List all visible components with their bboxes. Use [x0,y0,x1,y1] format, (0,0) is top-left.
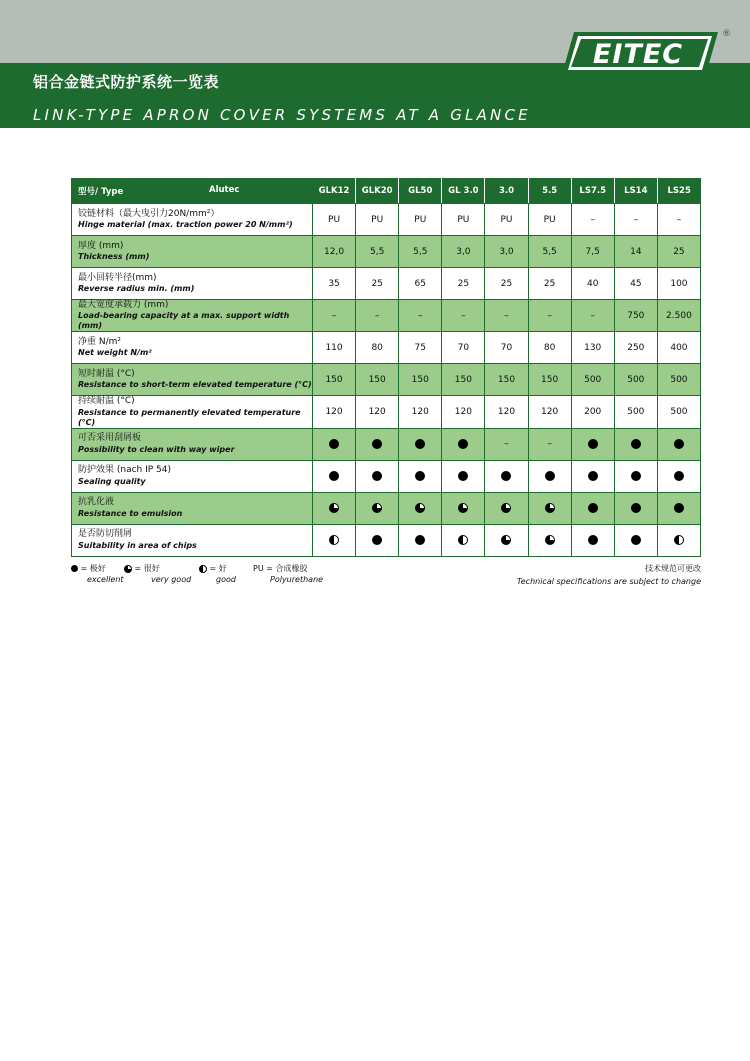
table-cell [356,332,399,364]
series-label: Alutec [209,185,240,195]
table-cell [614,364,657,396]
cell-value: PU [414,214,427,225]
table-cell [657,492,700,524]
table-cell [356,236,399,268]
cell-value: 40 [586,278,599,289]
cell-value: 70 [457,342,470,353]
rating-excellent-icon [458,439,468,449]
table-cell [313,460,356,492]
table-cell [614,300,657,332]
cell-value: 25 [543,278,556,289]
type-header [72,179,313,204]
table-cell [399,364,442,396]
cell-value: 150 [325,374,343,385]
table-cell [356,428,399,460]
cell-value: 80 [371,342,383,353]
cell-value: – [504,310,509,321]
table-cell [528,268,571,300]
table-row [72,268,701,300]
cell-value: 500 [627,406,645,417]
row-label-en: Possibility to clean with way wiper [78,444,235,454]
rating-excellent-icon [588,471,598,481]
cell-value: 5,5 [413,246,428,257]
table-row [72,524,701,556]
svg-text:EITEC: EITEC [592,39,684,70]
column-header: GL 3.0 [442,179,485,204]
row-label-en: Load-bearing capacity at a max. support width (mm) [78,311,290,331]
table-cell [356,396,399,428]
cell-value: 130 [584,342,602,353]
table-cell [399,268,442,300]
rating-excellent-icon [674,439,684,449]
rating-very-good-icon [545,503,555,513]
rating-very-good-icon [501,503,511,513]
table-cell [571,396,614,428]
table-cell [657,332,700,364]
row-label-cn: 铰链材料（最大曳引力20N/mm²） [78,208,220,219]
column-header: GLK20 [356,179,399,204]
row-label-cn: 最小回转半径(mm) [78,272,157,283]
rating-excellent-icon [415,535,425,545]
cell-value: 2.500 [666,310,692,321]
cell-value: PU [543,214,556,225]
table-cell [313,332,356,364]
table-cell [657,428,700,460]
table-cell [571,364,614,396]
table-cell [657,204,700,236]
column-header: 5.5 [528,179,571,204]
row-label [72,460,313,492]
page-title-en: LINK-TYPE APRON COVER SYSTEMS AT A GLANCE [33,106,531,124]
cell-value: – [331,310,337,321]
rating-good-icon [458,535,468,545]
table-cell [528,236,571,268]
cell-value: 120 [325,406,343,417]
cell-value: 25 [371,278,383,289]
table-row [72,204,701,236]
table-cell [485,492,528,524]
row-label [72,492,313,524]
cell-value: 500 [584,374,602,385]
cell-value: 25 [673,246,685,257]
table-cell [485,300,528,332]
cell-value: 25 [457,278,470,289]
spec-change-note-cn: 技术规范可更改 [645,564,701,573]
cell-value: 150 [411,374,429,385]
row-label [72,204,313,236]
column-header: GLK12 [313,179,356,204]
cell-value: 80 [543,342,556,353]
table-cell [399,332,442,364]
table-cell [399,204,442,236]
rating-excellent-icon [372,535,382,545]
table-cell [528,524,571,556]
legend-key [253,563,307,574]
table-cell [442,492,485,524]
row-label [72,364,313,396]
cell-value: 200 [584,406,602,417]
cell-value: 150 [497,374,516,385]
table-cell [399,460,442,492]
legend-item [71,563,124,584]
legend-key [71,563,106,574]
table-row [72,396,701,428]
legend-key-text: PU = 合成橡胶 [253,564,308,573]
table-row [72,460,701,492]
row-label-en: Thickness (mm) [78,252,150,262]
row-label-cn: 是否防切削屑 [78,529,133,540]
cell-value: PU [500,214,513,225]
rating-very-good-icon [124,565,132,573]
legend-key [124,563,160,574]
cell-value: 120 [368,406,386,417]
row-label-cn: 最大宽度承载力 (mm) [78,300,169,310]
spec-table [71,178,701,557]
table-cell [442,524,485,556]
rating-good-icon [329,535,339,545]
table-row [72,300,701,332]
rating-excellent-icon [329,439,339,449]
cell-value: 100 [670,278,688,289]
table-cell [313,236,356,268]
legend-label-en: very good [151,575,192,584]
row-label [72,300,313,332]
table-cell [614,428,657,460]
table-cell [442,268,485,300]
cell-value: PU [457,214,470,225]
cell-value: 500 [627,374,645,385]
table-header-row [72,179,701,204]
cell-value: 70 [500,342,513,353]
table-cell [313,300,356,332]
row-label [72,236,313,268]
table-cell [442,364,485,396]
cell-value: – [676,214,682,225]
eitec-logo [560,30,720,76]
cell-value: – [547,439,552,449]
table-cell [614,332,657,364]
table-row [72,364,701,396]
table-cell [356,524,399,556]
rating-excellent-icon [545,471,555,481]
row-label-en: Resistance to short-term elevated temperature (°C) [78,380,312,390]
table-cell [571,460,614,492]
cell-value: 120 [497,406,516,417]
table-cell [313,364,356,396]
cell-value: 65 [414,278,426,289]
legend-item [199,563,236,584]
rating-very-good-icon [458,503,468,513]
column-header: 3.0 [485,179,528,204]
table-row [72,332,701,364]
table-cell [571,204,614,236]
table-cell [571,300,614,332]
column-header: GL50 [399,179,442,204]
rating-excellent-icon [588,535,598,545]
row-label-en: Suitability in area of chips [78,540,197,550]
table-cell [356,364,399,396]
rating-excellent-icon [674,471,684,481]
table-cell [528,460,571,492]
cell-value: 3,0 [456,246,471,257]
legend-label-en: Polyurethane [270,575,324,584]
row-label-en: Hinge material (max. traction power 20 N/mm²) [78,220,293,230]
table-cell [528,300,571,332]
legend-key-text: = 好 [209,564,227,573]
rating-excellent-icon [415,471,425,481]
table-cell [485,364,528,396]
page-title-cn: 铝合金链式防护系统一览表 [33,73,220,91]
table-cell [571,268,614,300]
table-cell [313,204,356,236]
rating-excellent-icon [631,535,641,545]
rating-excellent-icon [372,439,382,449]
rating-excellent-icon [588,503,598,513]
cell-value: 150 [368,374,386,385]
cell-value: 25 [500,278,513,289]
legend-label-en: excellent [87,575,124,584]
table-cell [528,492,571,524]
cell-value: – [418,310,423,321]
rating-excellent-icon [631,439,641,449]
cell-value: 150 [454,374,472,385]
rating-excellent-icon [329,471,339,481]
table-cell [571,524,614,556]
row-label-cn: 可否采用刮屑板 [78,433,142,444]
cell-value: – [590,310,595,321]
rating-good-icon [674,535,684,545]
table-cell [571,492,614,524]
cell-value: 12,0 [324,246,345,257]
column-header: LS14 [614,179,657,204]
table-cell [657,364,700,396]
table-cell [657,396,700,428]
table-cell [485,460,528,492]
legend-key-text: = 极好 [80,564,106,573]
cell-value: – [633,214,639,225]
row-label-cn: 厚度 (mm) [78,240,124,251]
rating-very-good-icon [372,503,382,513]
rating-excellent-icon [588,439,598,449]
table-cell [313,492,356,524]
table-cell [485,332,528,364]
row-label-en: Reverse radius min. (mm) [78,284,195,294]
table-cell [399,236,442,268]
table-cell [528,332,571,364]
table-cell [399,492,442,524]
legend-item [124,563,192,584]
table-cell [356,492,399,524]
cell-value: – [547,310,552,321]
row-label-en: Sealing quality [78,476,146,486]
table-cell [614,396,657,428]
cell-value: 5,5 [542,246,557,257]
table-cell [356,268,399,300]
table-cell [313,524,356,556]
type-label: 型号/ Type [78,187,124,197]
row-label [72,524,313,556]
row-label-cn: 防护效果 (nach IP 54) [78,465,172,476]
row-label-en: Resistance to emulsion [78,508,183,518]
table-row [72,492,701,524]
rating-excellent-icon [372,471,382,481]
cell-value: – [461,310,466,321]
rating-excellent-icon [71,565,78,572]
cell-value: 35 [328,278,340,289]
cell-value: 750 [627,310,645,321]
table-row [72,428,701,460]
table-cell [313,396,356,428]
row-label-en: Net weight N/m² [78,348,152,358]
row-label-cn: 持续耐温 (°C) [78,396,135,407]
legend-item [253,563,324,584]
rating-excellent-icon [674,503,684,513]
table-cell [528,364,571,396]
table-cell [528,396,571,428]
table-cell [614,204,657,236]
table-cell [442,460,485,492]
table-cell [614,492,657,524]
rating-very-good-icon [329,503,339,513]
rating-very-good-icon [415,503,425,513]
cell-value: 5,5 [370,246,385,257]
row-label [72,268,313,300]
cell-value: 45 [630,278,642,289]
rating-excellent-icon [631,503,641,513]
table-cell [485,204,528,236]
table-cell [356,300,399,332]
rating-excellent-icon [631,471,641,481]
rating-excellent-icon [415,439,425,449]
rating-excellent-icon [501,471,511,481]
table-cell [313,268,356,300]
table-cell [442,332,485,364]
cell-value: 3,0 [499,246,514,257]
table-cell [614,268,657,300]
table-cell [442,300,485,332]
table-cell [571,236,614,268]
table-cell [399,300,442,332]
table-cell [657,268,700,300]
rating-very-good-icon [545,535,555,545]
legend-key [199,563,227,574]
table-cell [571,332,614,364]
table-cell [313,428,356,460]
row-label-cn: 净重 N/m² [78,337,122,348]
row-label [72,428,313,460]
legend-label-en: good [216,575,236,584]
cell-value: 14 [630,246,642,257]
spec-change-note-en: Technical specifications are subject to change [516,577,701,586]
cell-value: 75 [414,342,426,353]
table-cell [356,204,399,236]
cell-value: 500 [670,406,688,417]
cell-value: 150 [541,374,559,385]
cell-value: 120 [411,406,429,417]
row-label [72,332,313,364]
table-cell [571,428,614,460]
table-cell [657,460,700,492]
legend-key-text: = 很好 [134,564,160,573]
table-cell [528,204,571,236]
column-header: LS25 [657,179,700,204]
cell-value: 400 [670,342,688,353]
column-header: LS7.5 [571,179,614,204]
table-cell [442,236,485,268]
cell-value: 110 [325,342,343,353]
table-row [72,236,701,268]
table-cell [442,396,485,428]
row-label-cn: 抗乳化液 [78,497,115,508]
table-cell [657,236,700,268]
cell-value: – [590,214,595,225]
table-cell [399,396,442,428]
cell-value: 120 [454,406,472,417]
table-cell [485,428,528,460]
table-cell [657,524,700,556]
table-cell [442,428,485,460]
cell-value: 500 [670,374,688,385]
table-cell [399,428,442,460]
row-label [72,396,313,428]
table-cell [614,460,657,492]
registered-mark: ® [722,29,731,39]
table-cell [485,524,528,556]
table-cell [485,396,528,428]
table-cell [614,524,657,556]
cell-value: 7,5 [585,246,600,257]
table-cell [442,204,485,236]
rating-good-icon [199,565,207,573]
table-cell [657,300,700,332]
table-cell [485,236,528,268]
cell-value: 120 [541,406,559,417]
cell-value: – [374,310,380,321]
cell-value: – [504,439,509,449]
cell-value: PU [328,214,341,225]
rating-excellent-icon [458,471,468,481]
row-label-cn: 短时耐温 (°C) [78,369,135,380]
spec-change-note [517,563,701,586]
cell-value: PU [371,214,384,225]
row-label-en: Resistance to permanently elevated temperature (°C) [78,407,301,427]
table-cell [528,428,571,460]
table-cell [356,460,399,492]
table-cell [399,524,442,556]
table-cell [485,268,528,300]
cell-value: 250 [627,342,645,353]
table-cell [614,236,657,268]
rating-very-good-icon [501,535,511,545]
